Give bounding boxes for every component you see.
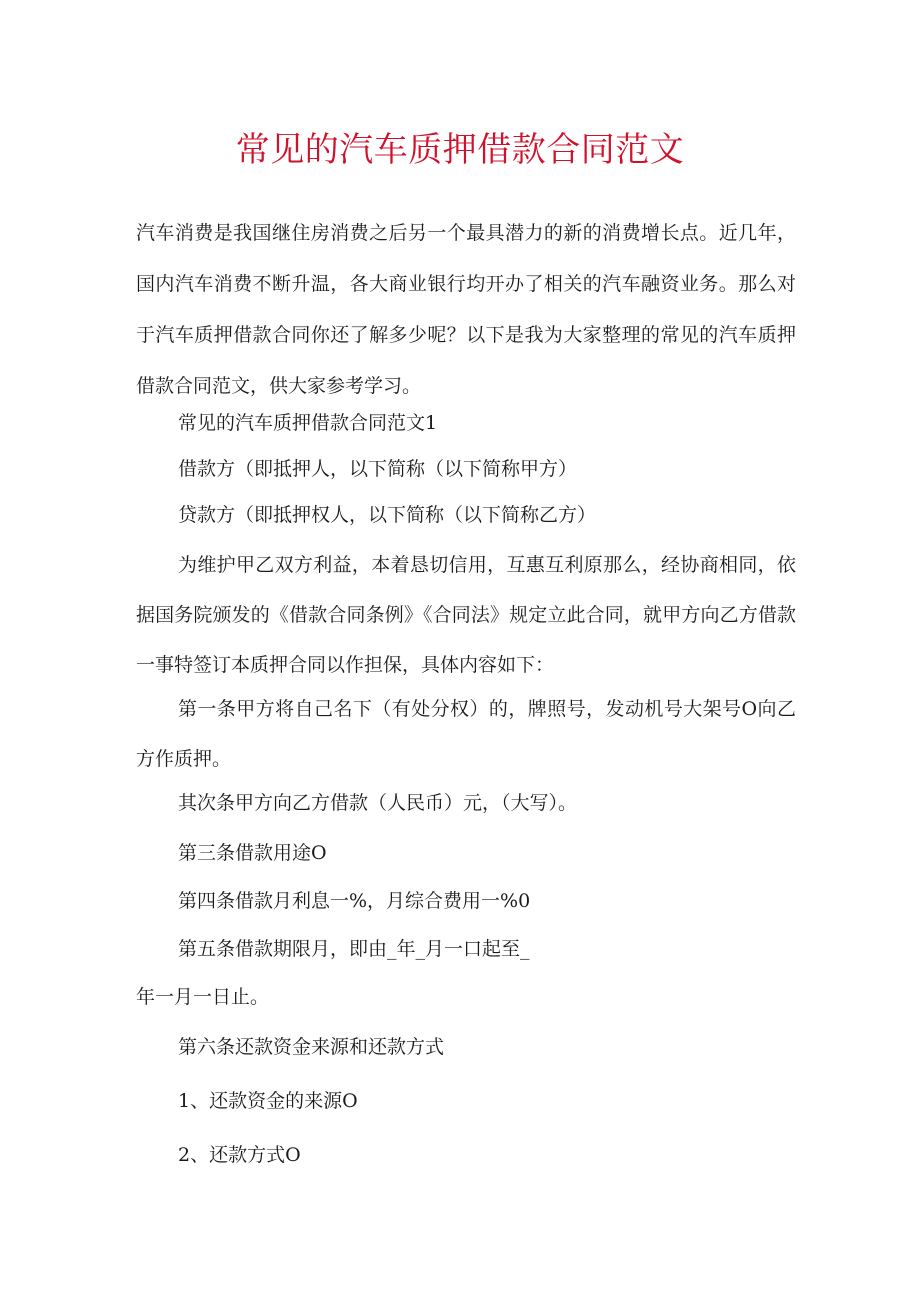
article-5-line-2: 年一月一日止。 — [136, 986, 270, 1008]
document-title: 常见的汽车质押借款合同范文 — [235, 130, 685, 170]
article-1: 第一条甲方将自己名下（有处分权）的，牌照号，发动机号大架号O向乙方作质押。 — [136, 698, 796, 770]
intro-paragraph: 汽车消费是我国继住房消费之后另一个最具潜力的新的消费增长点。近几年，国内汽车消费不断升温，各大商业银行均开办了相关的汽车融资业务。那么对于汽车质押借款合同你还了解多少呢？以下是我为大家整理的常见的汽车质押借款合同范文，供大家参考学习。 — [136, 222, 796, 397]
article-6-item-2: 2、还款方式O — [178, 1144, 301, 1166]
party-lender: 贷款方（即抵押权人，以下简称（以下简称乙方） — [178, 504, 597, 526]
article-3: 第三条借款用途O — [178, 842, 327, 864]
section-heading: 常见的汽车质押借款合同范文1 — [178, 412, 438, 434]
party-borrower: 借款方（即抵押人，以下简称（以下简称甲方） — [178, 458, 578, 480]
article-6-item-1: 1、还款资金的来源O — [178, 1090, 358, 1112]
preamble-paragraph: 为维护甲乙双方利益，本着恳切信用，互惠互利原那么，经协商相同，依据国务院颁发的《借款合同条例》《合同法》规定立此合同，就甲方向乙方借款一事特签订本质押合同以作担保，具体内容如下： — [136, 554, 796, 676]
article-4: 第四条借款月利息一%，月综合费用一%0 — [178, 890, 531, 912]
article-2: 其次条甲方向乙方借款（人民币）元，（大写）。 — [178, 792, 578, 814]
article-6: 第六条还款资金来源和还款方式 — [178, 1036, 445, 1058]
article-5-line-1: 第五条借款期限月，即由_年_月一口起至_ — [178, 938, 530, 960]
